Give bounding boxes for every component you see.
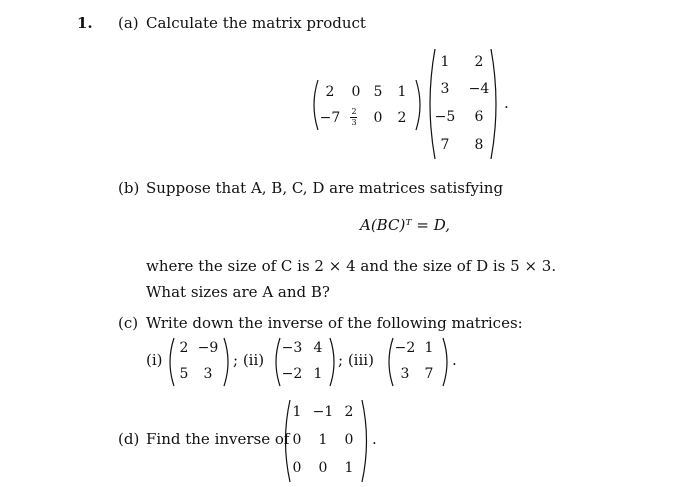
- part-b-label: (b): [118, 179, 140, 197]
- part-a-label: (a): [118, 14, 139, 32]
- part-d-period: .: [372, 430, 377, 448]
- matrix-d-cell: 0: [292, 460, 302, 476]
- matrix-a-right-cell: 7: [440, 137, 450, 153]
- fraction-denominator: 3: [351, 118, 357, 127]
- matrix-a-right-cell: 2: [474, 54, 484, 70]
- matrix-a-left-cell: 2: [397, 110, 407, 126]
- matrix-a-left-cell: 5: [373, 84, 383, 100]
- matrix-a-right-cell: 8: [474, 137, 484, 153]
- matrix-d-cell: 0: [344, 432, 354, 448]
- matrix-c-i-cell: 3: [203, 366, 213, 382]
- matrix-c-ii-cell: −3: [281, 340, 303, 356]
- matrix-c-iii-cell: −2: [394, 340, 416, 356]
- matrix-a-right-cell: −5: [434, 109, 456, 125]
- part-c-ii-label: ; (ii): [233, 351, 265, 369]
- matrix-a-right-cell: 1: [440, 54, 450, 70]
- matrix-d-cell: 1: [318, 432, 328, 448]
- matrix-a-left-cell: 2: [325, 84, 335, 100]
- matrix-a-right-cell: 6: [474, 109, 484, 125]
- matrix-c-ii: [272, 336, 338, 388]
- part-d-label: (d): [118, 430, 140, 448]
- matrix-c-iii-cell: 3: [400, 366, 410, 382]
- matrix-c-iii-cell: 1: [424, 340, 434, 356]
- matrix-d-cell: 1: [344, 460, 354, 476]
- part-b-text: Suppose that A, B, C, D are matrices satisfying: [146, 179, 504, 197]
- matrix-c-i: [166, 336, 232, 388]
- matrix-d-cell: 0: [318, 460, 328, 476]
- part-b-equation: A(BC)ᵀ = D,: [360, 216, 450, 234]
- fraction-numerator: 2: [351, 107, 357, 116]
- matrix-a-left-cell: 0: [351, 84, 361, 100]
- matrix-a-left-cell: 0: [373, 110, 383, 126]
- matrix-d-cell: 2: [344, 404, 354, 420]
- matrix-a-left-cell: 1: [397, 84, 407, 100]
- matrix-d-cell: 0: [292, 432, 302, 448]
- matrix-c-ii-cell: 4: [313, 340, 323, 356]
- part-a-text: Calculate the matrix product: [146, 14, 366, 32]
- part-c-period: .: [452, 351, 457, 369]
- matrix-c-iii: [385, 336, 451, 388]
- matrix-d-cell: −1: [312, 404, 334, 420]
- matrix-c-i-cell: 5: [179, 366, 189, 382]
- matrix-a-left-cell: −7: [319, 110, 341, 126]
- matrix-a-right-cell: −4: [468, 81, 490, 97]
- matrix-c-iii-cell: 7: [424, 366, 434, 382]
- part-b-line2: where the size of C is 2 × 4 and the size of D is 5 × 3.: [146, 257, 557, 275]
- matrix-c-ii-cell: 1: [313, 366, 323, 382]
- part-d-text: Find the inverse of: [146, 430, 290, 448]
- matrix-c-ii-cell: −2: [281, 366, 303, 382]
- part-c-i-label: (i): [146, 351, 163, 369]
- matrix-c-i-cell: −9: [197, 340, 219, 356]
- part-c-label: (c): [118, 314, 139, 332]
- matrix-c-i-cell: 2: [179, 340, 189, 356]
- part-b-line3: What sizes are A and B?: [146, 283, 330, 301]
- part-a-period: .: [504, 94, 509, 112]
- matrix-d-cell: 1: [292, 404, 302, 420]
- matrix-a-right-cell: 3: [440, 81, 450, 97]
- part-c-iii-label: ; (iii): [338, 351, 374, 369]
- question-number: 1.: [77, 14, 93, 32]
- part-c-text: Write down the inverse of the following matrices:: [146, 314, 523, 332]
- matrix-d: [281, 398, 371, 484]
- matrix-a-left: [310, 78, 424, 132]
- matrix-a-right: [427, 47, 499, 161]
